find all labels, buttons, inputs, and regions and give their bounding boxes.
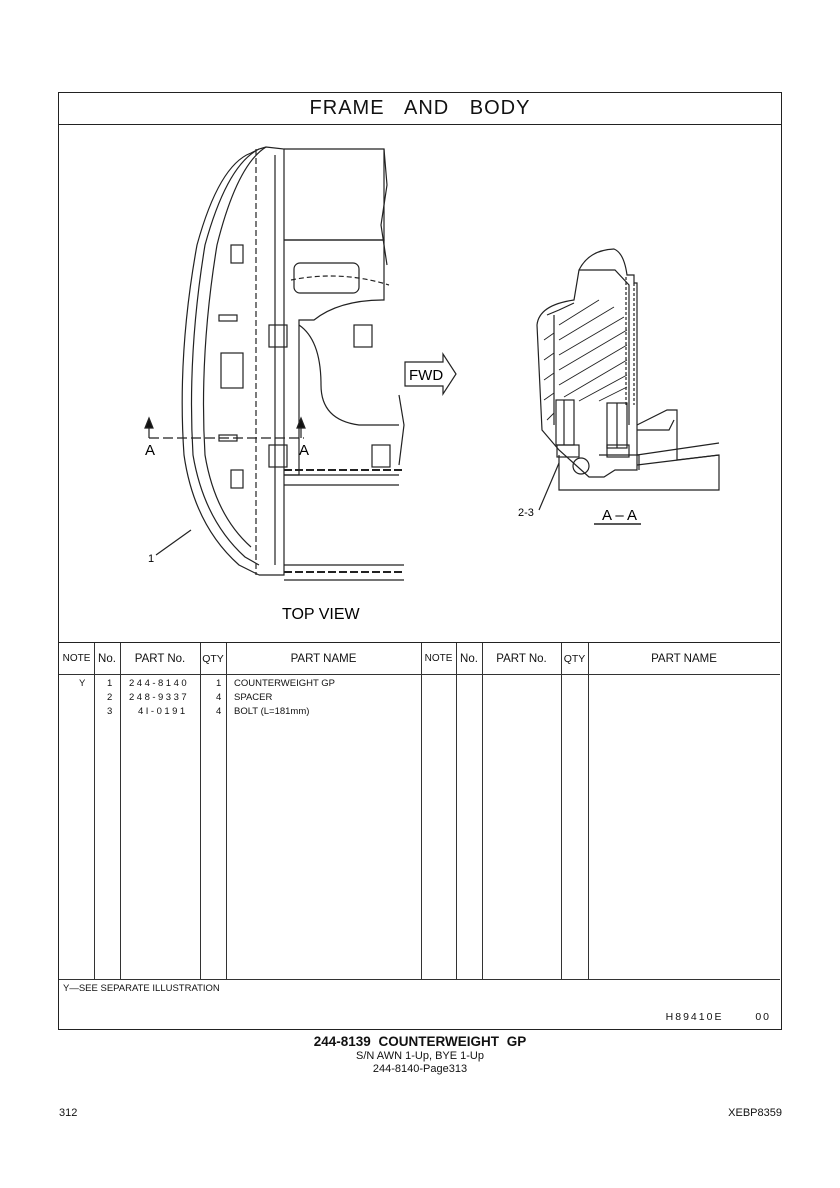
header-divider: [59, 674, 780, 675]
header-qty: QTY: [202, 652, 224, 665]
callout-2-3: 2-3: [518, 507, 534, 519]
header-part-name-2: PART NAME: [651, 652, 717, 665]
document-code: XEBP8359: [728, 1107, 782, 1119]
row-part-name: SPACER: [234, 692, 273, 703]
illustration-svg: [59, 125, 780, 642]
page-title: FRAME AND BODY: [59, 93, 781, 125]
row-qty: 1: [216, 678, 222, 689]
row-part-name: COUNTERWEIGHT GP: [234, 678, 335, 689]
row-qty: 4: [216, 706, 222, 717]
section-marker-left: A: [145, 442, 156, 459]
drawing-revision: 00: [755, 1011, 771, 1023]
row-part-no: 248-9337: [129, 692, 190, 703]
row-qty: 4: [216, 692, 222, 703]
row-no: 3: [107, 706, 113, 717]
parts-illustration: [59, 125, 780, 642]
page-number: 312: [59, 1107, 78, 1119]
header-note-2: NOTE: [424, 653, 453, 664]
parts-table: [59, 642, 780, 979]
row-part-no: 4I-0191: [138, 706, 188, 717]
caption-serial: S/N AWN 1-Up, BYE 1-Up: [356, 1050, 484, 1062]
header-no: No.: [98, 652, 116, 665]
row-note: Y: [79, 678, 86, 689]
top-view-label: TOP VIEW: [282, 606, 360, 623]
parts-page-frame: [58, 92, 782, 1030]
row-part-no: 244-8140: [129, 678, 190, 689]
caption-ref: 244-8140-Page313: [372, 1063, 468, 1075]
row-no: 1: [107, 678, 113, 689]
section-marker-right: A: [299, 442, 310, 459]
header-part-no: PART No.: [134, 652, 186, 665]
header-part-name: PART NAME: [290, 652, 357, 665]
header-note: NOTE: [62, 653, 91, 664]
fwd-label: FWD: [409, 367, 444, 384]
row-no: 2: [107, 692, 113, 703]
footnote: Y—SEE SEPARATE ILLUSTRATION: [63, 983, 220, 994]
table-row: [59, 706, 780, 720]
header-part-no-2: PART No.: [496, 652, 547, 665]
header-qty-2: QTY: [563, 652, 586, 665]
drawing-id: H89410E: [665, 1011, 724, 1023]
header-no-2: No.: [460, 652, 478, 665]
table-row: [59, 678, 780, 692]
section-label: A – A: [602, 507, 638, 524]
table-row: [59, 692, 780, 706]
table-bottom-divider: [59, 979, 780, 980]
drawing-number: [666, 1011, 771, 1023]
callout-1: 1: [148, 553, 155, 565]
row-part-name: BOLT (L=181mm): [234, 706, 310, 717]
caption-title: 244-8139 COUNTERWEIGHT GP: [313, 1034, 527, 1049]
